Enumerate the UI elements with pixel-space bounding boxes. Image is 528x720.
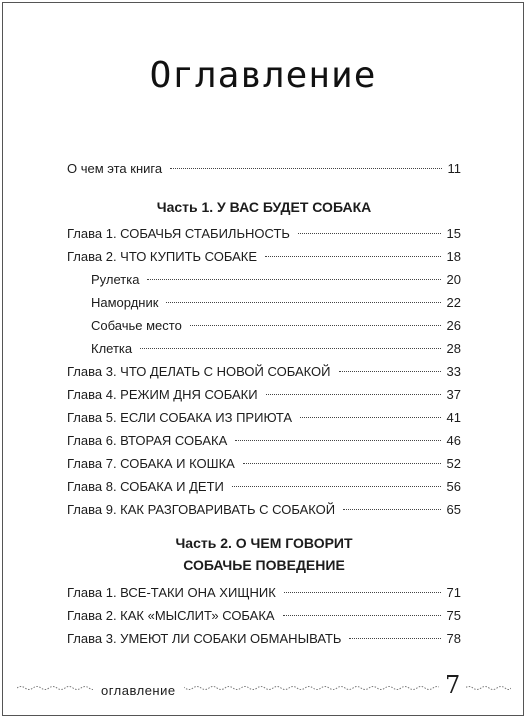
dot-leader (349, 638, 440, 639)
dot-leader (298, 233, 441, 234)
footer-wavy-rule (17, 685, 511, 691)
toc-entry-chapter[interactable] (67, 247, 461, 267)
dot-leader (283, 615, 441, 616)
toc-entry-label: Глава 8. СОБАКА И ДЕТИ (67, 479, 224, 494)
toc-entry-section[interactable] (91, 270, 461, 290)
toc-entry-page: 56 (446, 479, 461, 494)
toc-entry-label: Глава 4. РЕЖИМ ДНЯ СОБАКИ (67, 387, 258, 402)
toc-entry-section[interactable] (91, 293, 461, 313)
toc-entry-chapter[interactable] (67, 224, 461, 244)
toc-entry-chapter[interactable] (67, 454, 461, 474)
toc-entry-page: 65 (446, 502, 461, 517)
toc-entry-label: Глава 2. КАК «МЫСЛИТ» СОБАКА (67, 608, 275, 623)
toc-entry-page: 37 (446, 387, 461, 402)
toc-entry-page: 52 (446, 456, 461, 471)
dot-leader (166, 302, 440, 303)
toc-entry-page: 26 (446, 318, 461, 333)
toc-entry-intro[interactable] (67, 159, 461, 179)
part-2-heading-line-1: Часть 2. О ЧЕМ ГОВОРИТ (175, 535, 353, 551)
toc-entry-chapter[interactable] (67, 583, 461, 603)
dot-leader (170, 168, 441, 169)
toc-entry-page: 33 (446, 364, 461, 379)
page-title: Оглавление (149, 55, 377, 96)
dot-leader (266, 394, 441, 395)
toc-entry-page: 11 (447, 161, 461, 176)
toc-entry-label: Клетка (91, 341, 133, 356)
toc-entry-label: Глава 1. ВСЕ-ТАКИ ОНА ХИЩНИК (67, 585, 276, 600)
toc-entry-label: Собачье место (91, 318, 182, 333)
toc-entry-chapter[interactable] (67, 477, 461, 497)
part-1-heading: Часть 1. У ВАС БУДЕТ СОБАКА (156, 199, 372, 215)
toc-entry-chapter[interactable] (67, 408, 461, 428)
dot-leader (147, 279, 440, 280)
toc-entry-page: 18 (446, 249, 461, 264)
toc-entry-page: 41 (446, 410, 461, 425)
dot-leader (300, 417, 441, 418)
toc-entry-label: Глава 2. ЧТО КУПИТЬ СОБАКЕ (67, 249, 258, 264)
toc-entry-label: Глава 7. СОБАКА И КОШКА (67, 456, 235, 471)
dot-leader (235, 440, 440, 441)
toc-entry-page: 75 (446, 608, 461, 623)
toc-entry-chapter[interactable] (67, 385, 461, 405)
toc-entry-chapter[interactable] (67, 362, 461, 382)
toc-entry-label: Глава 6. ВТОРАЯ СОБАКА (67, 433, 228, 448)
toc-entry-page: 20 (446, 272, 461, 287)
book-page (2, 2, 524, 716)
toc-entry-label: Глава 1. СОБАЧЬЯ СТАБИЛЬНОСТЬ (67, 226, 290, 241)
dot-leader (190, 325, 441, 326)
page-number: 7 (439, 671, 466, 699)
dot-leader (243, 463, 441, 464)
dot-leader (339, 371, 441, 372)
toc-entry-label: Рулетка (91, 272, 140, 287)
toc-entry-page: 71 (446, 585, 461, 600)
toc-entry-page: 22 (446, 295, 461, 310)
dot-leader (284, 592, 441, 593)
toc-entry-chapter[interactable] (67, 431, 461, 451)
toc-entry-label: Глава 3. ЧТО ДЕЛАТЬ С НОВОЙ СОБАКОЙ (67, 364, 331, 379)
toc-entry-page: 15 (446, 226, 461, 241)
toc-entry-chapter[interactable] (67, 606, 461, 626)
dot-leader (232, 486, 441, 487)
toc-entry-label: Глава 3. УМЕЮТ ЛИ СОБАКИ ОБМАНЫВАТЬ (67, 631, 342, 646)
toc-entry-section[interactable] (91, 339, 461, 359)
dot-leader (140, 348, 440, 349)
dot-leader (265, 256, 440, 257)
toc-entry-chapter[interactable] (67, 500, 461, 520)
toc-entry-label: О чем эта книга (67, 161, 163, 176)
toc-entry-label: Намордник (91, 295, 159, 310)
toc-entry-label: Глава 5. ЕСЛИ СОБАКА ИЗ ПРИЮТА (67, 410, 293, 425)
toc-entry-page: 46 (446, 433, 461, 448)
footer-section-label: оглавление (93, 683, 184, 698)
dot-leader (343, 509, 440, 510)
toc-entry-page: 28 (446, 341, 461, 356)
toc-entry-chapter[interactable] (67, 629, 461, 649)
part-2-heading-line-2: СОБАЧЬЕ ПОВЕДЕНИЕ (183, 557, 345, 573)
toc-entry-page: 78 (446, 631, 461, 646)
toc-entry-label: Глава 9. КАК РАЗГОВАРИВАТЬ С СОБАКОЙ (67, 502, 336, 517)
toc-entry-section[interactable] (91, 316, 461, 336)
